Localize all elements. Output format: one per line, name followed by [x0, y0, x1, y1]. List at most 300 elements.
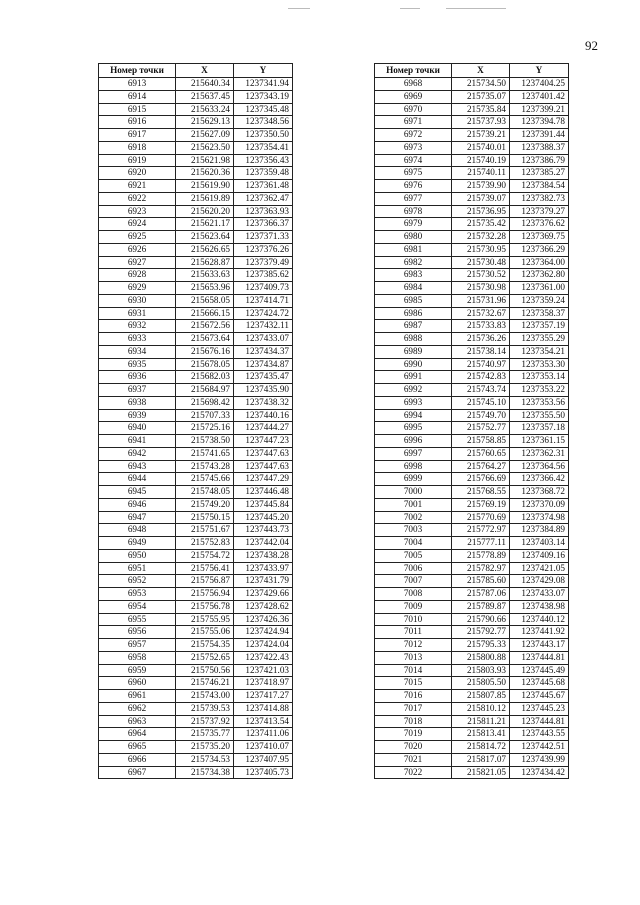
cell-point-number: 6940: [99, 422, 176, 435]
table-row: [375, 282, 569, 295]
table-row: [375, 549, 569, 562]
cell-y: 1237374.98: [510, 511, 569, 524]
cell-y: 1237361.15: [510, 435, 569, 448]
table-row: [375, 358, 569, 371]
cell-y: 1237414.71: [234, 294, 293, 307]
cell-x: 215633.24: [176, 103, 234, 116]
table-row: [375, 613, 569, 626]
cell-point-number: 6922: [99, 192, 176, 205]
table-row: [99, 549, 293, 562]
cell-point-number: 6964: [99, 728, 176, 741]
cell-x: 215619.90: [176, 180, 234, 193]
cell-y: 1237409.73: [234, 282, 293, 295]
cell-y: 1237409.16: [510, 549, 569, 562]
cell-point-number: 6994: [375, 409, 452, 422]
cell-point-number: 6957: [99, 639, 176, 652]
cell-y: 1237445.20: [234, 511, 293, 524]
table-row: [99, 256, 293, 269]
table-row: [99, 447, 293, 460]
cell-x: 215805.50: [452, 677, 510, 690]
table-row: [99, 282, 293, 295]
cell-x: 215725.16: [176, 422, 234, 435]
cell-point-number: 6928: [99, 269, 176, 282]
cell-x: 215734.53: [176, 753, 234, 766]
cell-point-number: 7009: [375, 600, 452, 613]
cell-y: 1237438.98: [510, 600, 569, 613]
cell-point-number: 6954: [99, 600, 176, 613]
cell-x: 215756.94: [176, 588, 234, 601]
cell-x: 215737.93: [452, 116, 510, 129]
table-row: [375, 664, 569, 677]
table-row: [375, 384, 569, 397]
cell-y: 1237345.48: [234, 103, 293, 116]
cell-x: 215754.72: [176, 549, 234, 562]
table-row: [99, 651, 293, 664]
cell-x: 215735.84: [452, 103, 510, 116]
table-row: [375, 141, 569, 154]
table-row: [99, 243, 293, 256]
cell-x: 215752.77: [452, 422, 510, 435]
cell-point-number: 7006: [375, 562, 452, 575]
cell-x: 215755.06: [176, 626, 234, 639]
cell-y: 1237394.78: [510, 116, 569, 129]
cell-x: 215811.21: [452, 715, 510, 728]
table-row: [375, 741, 569, 754]
table-row: [375, 447, 569, 460]
cell-point-number: 6952: [99, 575, 176, 588]
cell-x: 215673.64: [176, 333, 234, 346]
cell-x: 215626.65: [176, 243, 234, 256]
table-row: [99, 320, 293, 333]
table-row: [375, 154, 569, 167]
table-row: [99, 588, 293, 601]
cell-point-number: 6981: [375, 243, 452, 256]
cell-x: 215770.69: [452, 511, 510, 524]
cell-y: 1237354.21: [510, 345, 569, 358]
cell-x: 215620.20: [176, 205, 234, 218]
cell-point-number: 6983: [375, 269, 452, 282]
cell-y: 1237417.27: [234, 690, 293, 703]
cell-y: 1237432.11: [234, 320, 293, 333]
table-row: [375, 116, 569, 129]
header-y: Y: [510, 64, 569, 78]
cell-x: 215653.96: [176, 282, 234, 295]
cell-x: 215735.07: [452, 90, 510, 103]
scan-artifact: [288, 8, 310, 9]
cell-y: 1237431.79: [234, 575, 293, 588]
cell-x: 215782.97: [452, 562, 510, 575]
cell-point-number: 7012: [375, 639, 452, 652]
table-row: [99, 409, 293, 422]
cell-y: 1237444.81: [510, 651, 569, 664]
cell-y: 1237359.24: [510, 294, 569, 307]
cell-y: 1237433.07: [234, 333, 293, 346]
table-row: [99, 141, 293, 154]
cell-x: 215628.87: [176, 256, 234, 269]
cell-y: 1237357.19: [510, 320, 569, 333]
table-row: [375, 562, 569, 575]
table-row: [375, 167, 569, 180]
cell-y: 1237435.47: [234, 371, 293, 384]
cell-x: 215756.41: [176, 562, 234, 575]
table-row: [99, 575, 293, 588]
table-row: [99, 702, 293, 715]
cell-y: 1237384.54: [510, 180, 569, 193]
cell-y: 1237443.55: [510, 728, 569, 741]
cell-y: 1237447.29: [234, 473, 293, 486]
cell-x: 215749.20: [176, 498, 234, 511]
cell-point-number: 6936: [99, 371, 176, 384]
cell-x: 215756.78: [176, 600, 234, 613]
cell-x: 215739.90: [452, 180, 510, 193]
table-row: [375, 333, 569, 346]
cell-point-number: 7007: [375, 575, 452, 588]
cell-y: 1237376.62: [510, 218, 569, 231]
cell-x: 215743.74: [452, 384, 510, 397]
cell-x: 215698.42: [176, 396, 234, 409]
cell-y: 1237368.72: [510, 486, 569, 499]
cell-y: 1237362.80: [510, 269, 569, 282]
cell-x: 215772.97: [452, 524, 510, 537]
cell-y: 1237445.67: [510, 690, 569, 703]
cell-x: 215734.50: [452, 78, 510, 91]
cell-x: 215678.05: [176, 358, 234, 371]
table-row: [375, 269, 569, 282]
cell-point-number: 6990: [375, 358, 452, 371]
table-row: [99, 78, 293, 91]
table-row: [375, 639, 569, 652]
cell-y: 1237421.05: [510, 562, 569, 575]
cell-x: 215737.92: [176, 715, 234, 728]
cell-x: 215640.34: [176, 78, 234, 91]
table-row: [99, 129, 293, 142]
cell-point-number: 6947: [99, 511, 176, 524]
cell-y: 1237426.36: [234, 613, 293, 626]
cell-x: 215749.70: [452, 409, 510, 422]
cell-x: 215746.21: [176, 677, 234, 690]
cell-y: 1237433.97: [234, 562, 293, 575]
cell-y: 1237382.73: [510, 192, 569, 205]
table-row: [375, 256, 569, 269]
cell-y: 1237404.25: [510, 78, 569, 91]
cell-y: 1237438.32: [234, 396, 293, 409]
cell-x: 215795.33: [452, 639, 510, 652]
cell-point-number: 6976: [375, 180, 452, 193]
table-row: [99, 435, 293, 448]
cell-y: 1237371.33: [234, 231, 293, 244]
table-row: [99, 728, 293, 741]
table-row: [375, 396, 569, 409]
cell-y: 1237357.18: [510, 422, 569, 435]
cell-point-number: 6971: [375, 116, 452, 129]
cell-y: 1237447.23: [234, 435, 293, 448]
table-row: [99, 103, 293, 116]
table-row: [99, 639, 293, 652]
cell-y: 1237407.95: [234, 753, 293, 766]
table-row: [375, 307, 569, 320]
cell-point-number: 6951: [99, 562, 176, 575]
cell-x: 215750.56: [176, 664, 234, 677]
cell-y: 1237440.16: [234, 409, 293, 422]
table-row: [99, 562, 293, 575]
cell-x: 215821.05: [452, 766, 510, 779]
table-row: [99, 690, 293, 703]
cell-y: 1237353.56: [510, 396, 569, 409]
cell-x: 215672.56: [176, 320, 234, 333]
table-row: [99, 333, 293, 346]
table-row: [375, 345, 569, 358]
cell-y: 1237442.51: [510, 741, 569, 754]
cell-point-number: 7016: [375, 690, 452, 703]
cell-point-number: 6917: [99, 129, 176, 142]
cell-x: 215740.01: [452, 141, 510, 154]
cell-y: 1237413.54: [234, 715, 293, 728]
cell-point-number: 6977: [375, 192, 452, 205]
cell-x: 215755.95: [176, 613, 234, 626]
cell-y: 1237414.88: [234, 702, 293, 715]
table-row: [375, 460, 569, 473]
cell-x: 215817.07: [452, 753, 510, 766]
cell-x: 215752.83: [176, 537, 234, 550]
cell-x: 215735.42: [452, 218, 510, 231]
cell-y: 1237355.29: [510, 333, 569, 346]
cell-point-number: 6999: [375, 473, 452, 486]
cell-y: 1237343.19: [234, 90, 293, 103]
cell-x: 215745.66: [176, 473, 234, 486]
cell-x: 215778.89: [452, 549, 510, 562]
cell-point-number: 6932: [99, 320, 176, 333]
cell-point-number: 6926: [99, 243, 176, 256]
cell-y: 1237363.93: [234, 205, 293, 218]
cell-y: 1237428.62: [234, 600, 293, 613]
cell-point-number: 6967: [99, 766, 176, 779]
cell-x: 215758.85: [452, 435, 510, 448]
table-row: [99, 218, 293, 231]
table-row: [375, 103, 569, 116]
table-row: [375, 78, 569, 91]
cell-point-number: 6972: [375, 129, 452, 142]
table-row: [99, 192, 293, 205]
cell-y: 1237401.42: [510, 90, 569, 103]
cell-x: 215810.12: [452, 702, 510, 715]
cell-y: 1237355.50: [510, 409, 569, 422]
cell-point-number: 6921: [99, 180, 176, 193]
table-row: [375, 753, 569, 766]
table-row: [99, 154, 293, 167]
table-row: [375, 218, 569, 231]
cell-y: 1237359.48: [234, 167, 293, 180]
cell-y: 1237403.14: [510, 537, 569, 550]
cell-point-number: 6974: [375, 154, 452, 167]
table-row: [99, 715, 293, 728]
cell-point-number: 6970: [375, 103, 452, 116]
table-header-row: [375, 64, 569, 78]
cell-x: 215627.09: [176, 129, 234, 142]
table-row: [99, 358, 293, 371]
cell-point-number: 6923: [99, 205, 176, 218]
cell-x: 215807.85: [452, 690, 510, 703]
table-row: [375, 651, 569, 664]
cell-y: 1237445.84: [234, 498, 293, 511]
table-row: [375, 511, 569, 524]
cell-point-number: 7014: [375, 664, 452, 677]
cell-y: 1237445.68: [510, 677, 569, 690]
table-row: [99, 307, 293, 320]
cell-point-number: 6914: [99, 90, 176, 103]
cell-x: 215733.83: [452, 320, 510, 333]
cell-point-number: 6931: [99, 307, 176, 320]
cell-point-number: 6986: [375, 307, 452, 320]
table-row: [375, 524, 569, 537]
cell-y: 1237438.28: [234, 549, 293, 562]
table-row: [375, 588, 569, 601]
table-row: [99, 180, 293, 193]
cell-y: 1237447.63: [234, 447, 293, 460]
cell-y: 1237366.37: [234, 218, 293, 231]
cell-x: 215743.28: [176, 460, 234, 473]
cell-x: 215732.28: [452, 231, 510, 244]
cell-point-number: 6985: [375, 294, 452, 307]
table-row: [99, 167, 293, 180]
cell-y: 1237361.48: [234, 180, 293, 193]
cell-y: 1237410.07: [234, 741, 293, 754]
table-row: [375, 409, 569, 422]
cell-x: 215658.05: [176, 294, 234, 307]
cell-y: 1237384.89: [510, 524, 569, 537]
cell-point-number: 6933: [99, 333, 176, 346]
cell-point-number: 6989: [375, 345, 452, 358]
cell-point-number: 6945: [99, 486, 176, 499]
cell-y: 1237358.37: [510, 307, 569, 320]
cell-y: 1237442.04: [234, 537, 293, 550]
header-y: Y: [234, 64, 293, 78]
cell-point-number: 6978: [375, 205, 452, 218]
cell-point-number: 6949: [99, 537, 176, 550]
cell-point-number: 6961: [99, 690, 176, 703]
cell-x: 215750.15: [176, 511, 234, 524]
cell-point-number: 6950: [99, 549, 176, 562]
cell-x: 215777.11: [452, 537, 510, 550]
cell-point-number: 6962: [99, 702, 176, 715]
cell-y: 1237364.56: [510, 460, 569, 473]
cell-point-number: 7003: [375, 524, 452, 537]
cell-y: 1237353.30: [510, 358, 569, 371]
cell-y: 1237391.44: [510, 129, 569, 142]
cell-point-number: 6925: [99, 231, 176, 244]
table-row: [375, 728, 569, 741]
table-row: [375, 690, 569, 703]
cell-y: 1237361.00: [510, 282, 569, 295]
cell-y: 1237341.94: [234, 78, 293, 91]
cell-x: 215621.17: [176, 218, 234, 231]
header-point-number: Номер точки: [99, 64, 176, 78]
cell-x: 215769.19: [452, 498, 510, 511]
cell-point-number: 7002: [375, 511, 452, 524]
cell-x: 215738.50: [176, 435, 234, 448]
cell-y: 1237441.92: [510, 626, 569, 639]
cell-point-number: 6935: [99, 358, 176, 371]
table-row: [99, 626, 293, 639]
cell-point-number: 6955: [99, 613, 176, 626]
table-row: [375, 231, 569, 244]
cell-point-number: 6987: [375, 320, 452, 333]
cell-x: 215736.26: [452, 333, 510, 346]
table-row: [99, 511, 293, 524]
cell-x: 215751.67: [176, 524, 234, 537]
cell-point-number: 7008: [375, 588, 452, 601]
cell-point-number: 7019: [375, 728, 452, 741]
cell-y: 1237444.27: [234, 422, 293, 435]
cell-x: 215756.87: [176, 575, 234, 588]
cell-y: 1237429.08: [510, 575, 569, 588]
cell-point-number: 7005: [375, 549, 452, 562]
cell-x: 215666.15: [176, 307, 234, 320]
table-row: [375, 766, 569, 779]
cell-x: 215735.77: [176, 728, 234, 741]
cell-point-number: 6993: [375, 396, 452, 409]
cell-point-number: 6930: [99, 294, 176, 307]
cell-y: 1237411.06: [234, 728, 293, 741]
cell-y: 1237405.73: [234, 766, 293, 779]
table-row: [99, 205, 293, 218]
cell-point-number: 6959: [99, 664, 176, 677]
header-x: X: [452, 64, 510, 78]
table-row: [99, 269, 293, 282]
table-row: [375, 205, 569, 218]
cell-point-number: 6969: [375, 90, 452, 103]
cell-point-number: 6927: [99, 256, 176, 269]
cell-x: 215684.97: [176, 384, 234, 397]
table-row: [99, 524, 293, 537]
cell-y: 1237421.03: [234, 664, 293, 677]
cell-x: 215736.95: [452, 205, 510, 218]
table-row: [99, 90, 293, 103]
cell-point-number: 6992: [375, 384, 452, 397]
table-row: [375, 677, 569, 690]
cell-point-number: 6979: [375, 218, 452, 231]
cell-point-number: 6980: [375, 231, 452, 244]
table-row: [375, 180, 569, 193]
cell-y: 1237422.43: [234, 651, 293, 664]
cell-y: 1237350.50: [234, 129, 293, 142]
cell-y: 1237376.26: [234, 243, 293, 256]
cell-x: 215741.65: [176, 447, 234, 460]
cell-x: 215754.35: [176, 639, 234, 652]
cell-point-number: 6958: [99, 651, 176, 664]
cell-x: 215764.27: [452, 460, 510, 473]
table-row: [375, 90, 569, 103]
cell-x: 215731.96: [452, 294, 510, 307]
cell-y: 1237379.27: [510, 205, 569, 218]
cell-point-number: 6948: [99, 524, 176, 537]
cell-x: 215768.55: [452, 486, 510, 499]
cell-y: 1237354.41: [234, 141, 293, 154]
cell-x: 215792.77: [452, 626, 510, 639]
cell-point-number: 6966: [99, 753, 176, 766]
cell-point-number: 7018: [375, 715, 452, 728]
table-row: [375, 192, 569, 205]
cell-x: 215785.60: [452, 575, 510, 588]
cell-x: 215730.98: [452, 282, 510, 295]
table-row: [375, 435, 569, 448]
table-row: [99, 741, 293, 754]
cell-y: 1237443.73: [234, 524, 293, 537]
cell-y: 1237353.14: [510, 371, 569, 384]
cell-y: 1237435.90: [234, 384, 293, 397]
cell-x: 215743.00: [176, 690, 234, 703]
cell-point-number: 7001: [375, 498, 452, 511]
table-row: [375, 498, 569, 511]
